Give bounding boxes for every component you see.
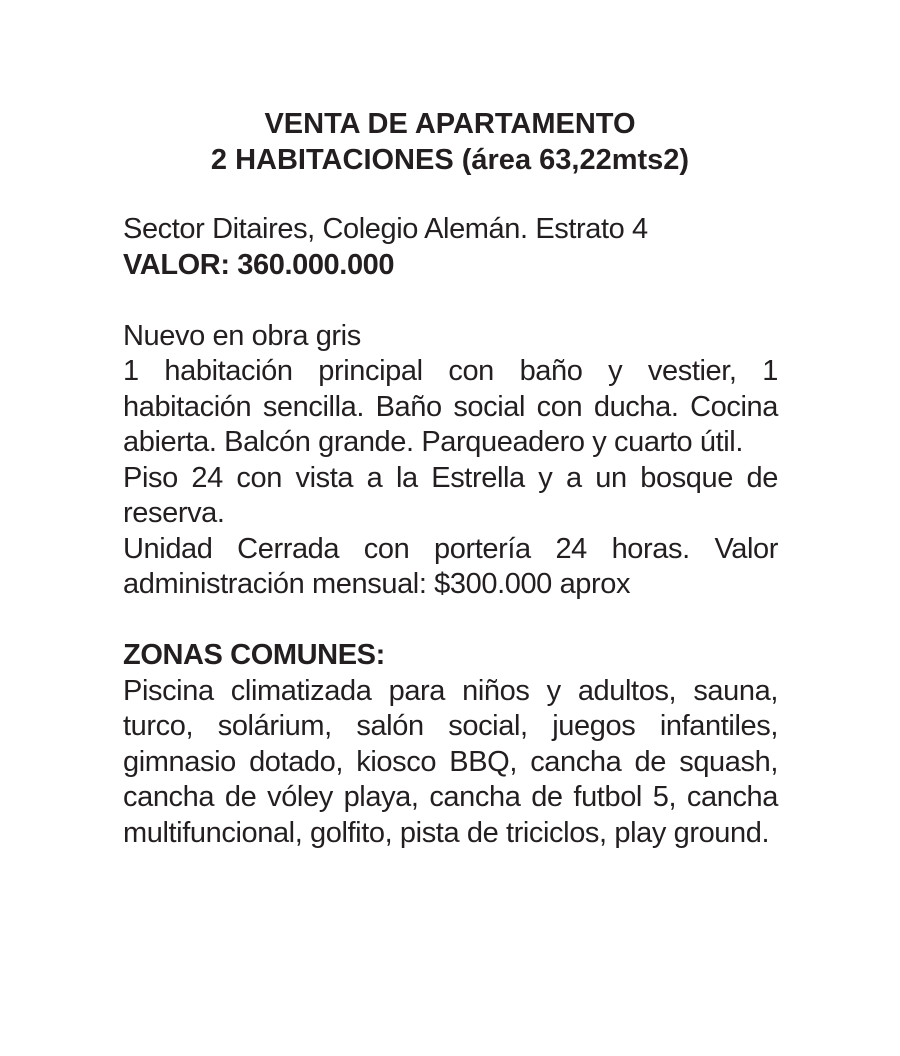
common-areas-paragraph: Piscina climatizada para niños y adultos, sauna, turco, solárium, salón social, juegos infantiles, gimnasio dotado, kiosco BBQ, cancha de squash, cancha de vóley playa, cancha de futbol 5, cancha multifuncional, golfito, pista de triciclos, play ground. [123, 674, 778, 849]
title-line-1: VENTA DE APARTAMENTO [264, 108, 636, 140]
location-text: Sector Ditaires, Colegio Alemán. Estrato 4 [123, 213, 648, 245]
common-areas-heading: ZONAS COMUNES: [123, 639, 385, 671]
price-text: VALOR: 360.000.000 [123, 248, 395, 281]
spacer [123, 283, 778, 319]
spacer [123, 603, 778, 639]
condition-text: Nuevo en obra gris [123, 319, 361, 352]
rooms-paragraph: 1 habitación principal con baño y vestier, 1 habitación sencilla. Baño social con ducha. Cocina abierta. Balcón grande. Parqueadero y cuarto útil. [123, 355, 778, 458]
title-line-2: 2 HABITACIONES (área 63,22mts2) [210, 144, 690, 176]
floor-paragraph: Piso 24 con vista a la Estrella y a un bosque de reserva. [123, 461, 778, 529]
listing-body [123, 212, 778, 851]
unit-paragraph: Unidad Cerrada con portería 24 horas. Valor administración mensual: $300.000 aprox [123, 532, 778, 600]
listing-title [0, 106, 900, 178]
